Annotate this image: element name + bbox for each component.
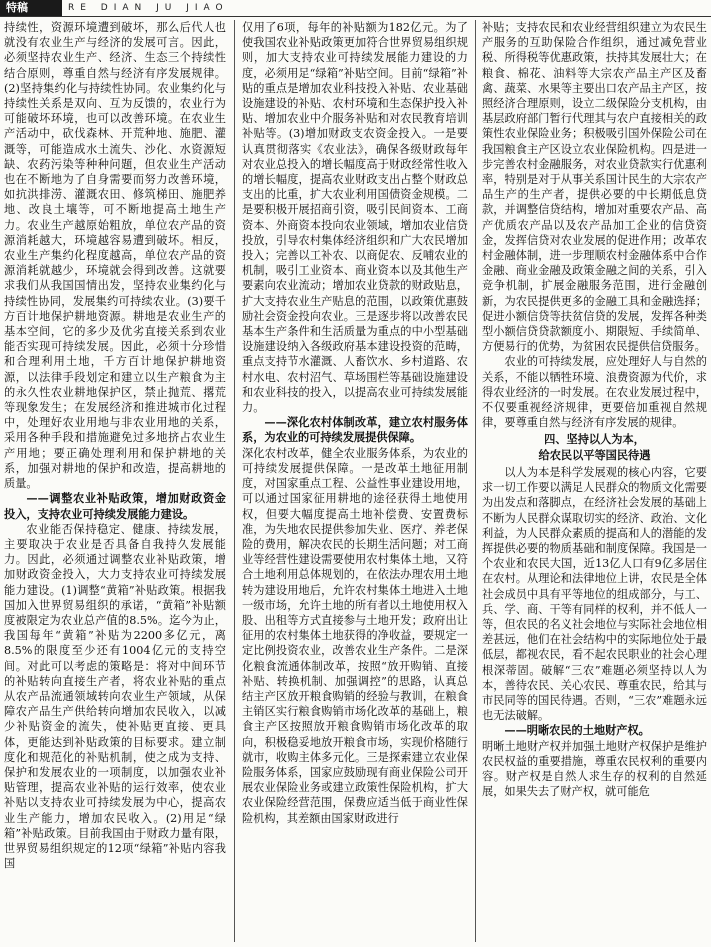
subheading: ——调整农业补贴政策，增加财政资金投入，支持农业可持续发展能力建设。: [4, 491, 226, 521]
header-pinyin: RE DIAN JU JIAO: [68, 3, 229, 13]
paragraph: 农业能否保持稳定、健康、持续发展，主要取决于农业是否具备自我持久发展能力。因此，必须通过调整农业补贴政策，增加财政资金投入，大力支持农业可持续发展能力建设。(1)调整“黄箱”补贴政策。根据我国加入世界贸易组织的承诺，“黄箱”补贴额度被限定为农业总产值的8.5%。迄今为止，我国每年“黄箱”补贴为2200多亿元，离8.5%的限度至少还有1004亿元的支持空间。对此可以考虑的策略是：将对中间环节的补贴转向直接生产者，将农业补贴的重点从农产品流通领域转向农业生产领域，从保障农产品生产供给转向增加农民收入，以减少补贴资金的流失，使补贴更直接、更具体，更能达到补贴政策的目标要求。建立制度化和规范化的补贴机制，使之成为支持、保护和发展农业的一项制度，以加强农业补贴管理，提高农业补贴的运行效率，使农业补贴以支持农业可持续发展为中心，提高农业生产能力，增加农民收入。(2)用足“绿箱”补贴政策。目前我国由于财政力量有限，世界贸易组织规定的12项“绿箱”补贴内容我国: [4, 522, 226, 871]
column-divider: [234, 20, 235, 942]
paragraph: 补贴；支持农民和农业经营组织建立为农民生产服务的互助保险合作组织，通过减免营业税、所得税等优惠政策，扶持其发展壮大；在粮食、棉花、油料等大宗农产品主产区及畜禽、蔬菜、水果等主要出口农产品主产区，按照经济合理原则，设立二级保险分支机构，由基层政府部门暂行代理其与农户直接相关的政策性农业保险业务；积极吸引国外保险公司在我国粮食主产区设立农业保险机构。四是进一步完善农村金融服务，对农业贷款实行优惠利率，特别是对于从事关系国计民生的大宗农产品生产的生产者，提供必要的中长期低息贷款，并调整信贷结构，增加对重要农产品、高产优质农产品以及农产品加工企业的信贷资金，发挥信贷对农业发展的促进作用；改革农村金融体制，进一步理顺农村金融体系中合作金融、商业金融及政策金融之间的关系，引入竞争机制，扩展金融服务范围，进行金融创新，为农民提供更多的金融工具和金融选择；促进小额信贷等扶贫信贷的发展，发挥各种类型小额信贷贷款额度小、期限短、手续简单、方便易行的优势，为贫困农民提供信贷服务。: [482, 21, 707, 354]
text-column-1: [4, 20, 226, 942]
text-column-2: [242, 20, 468, 942]
subheading: ——深化农村体制改革，建立农村服务体系，为农业的可持续发展提供保障。: [242, 415, 468, 445]
section-tab-label: 特稿: [6, 1, 28, 14]
paragraph: 仅用了6项，每年的补贴额为182亿元。为了使我国农业补贴政策更加符合世界贸易组织规则，加大支持农业可持续发展能力建设的力度，必须用足“绿箱”补贴空间。目前“绿箱”补贴的重点是增加农业科技投入补贴、农业基础设施建设的补贴、农村环境和生态保护投入补贴、增加农业中介服务补贴和对农民教育培训补贴等。(3)增加财政支农资金投入。一是要认真贯彻落实《农业法》，确保各级财政每年对农业总投入的增长幅度高于财政经常性收入的增长幅度，提高农业财政支出占整个财政总支出的比重，扩大农业利用国债资金规模。二是要积极开展招商引资，吸引民间资本、工商资本、外商资本投向农业领域，增加农业信贷投放，引导农村集体经济组织和广大农民增加投入；完善以工补农、以商促农、反哺农业的机制，吸引工业资本、商业资本以及其他生产要素向农业流动；增加农业贷款的财政贴息，扩大支持农业生产贴息的范围，以政策优惠鼓励社会资金投向农业。三是逐步将以改善农民基本生产条件和生活质量为重点的中小型基础设施建设纳入各级政府基本建设投资的范畴，重点支持节水灌溉、人畜饮水、乡村道路、农村水电、农村沼气、草场围栏等基础设施建设和农业科技的投入，以提高农业可持续发展能力。: [242, 21, 468, 415]
paragraph: 深化农村改革，健全农业服务体系，为农业的可持续发展提供保障。一是改革土地征用制度，对国家重点工程、公益性事业建设用地，可以通过国家征用耕地的途径获得土地使用权，但要大幅度提高土地补偿费、安置费标准，为失地农民提供参加失业、医疗、养老保险的费用，解决农民的长期生活问题；对工商业等经营性建设需要使用农村集体土地，又符合土地利用总体规划的，在依法办理农用土地转为建设用地后，允许农村集体土地进入土地一级市场，允许土地的所有者以土地使用权入股、出租等方式直接参与土地开发；政府出让征用的农村集体土地获得的净收益，要规定一定比例投资农业，改善农业生产条件。二是深化粮食流通体制改革，按照“放开购销、直接补贴、转换机制、加强调控”的思路，认真总结主产区放开粮食购销的经验与教训，在粮食主销区实行粮食购销市场化改革的基础上，粮食主产区按照放开粮食购销市场化改革的取向，积极稳妥地放开粮食市场，实现价格随行就市，收购主体多元化。三是探索建立农业保险服务体系，国家应鼓励现有商业保险公司开展农业保险业务或建立政策性保险机构，扩大农业保险经营范围，保费应适当低于商业性保险机构，其差额由国家财政进行: [242, 446, 468, 825]
page-header: [0, 0, 711, 17]
column-divider: [475, 20, 476, 942]
paragraph: 以人为本是科学发展观的核心内容，它要求一切工作要以满足人民群众的物质文化需要为出发点和落脚点，在经济社会发展的基础上不断为人民群众谋取切实的经济、政治、文化利益，为人民群众素质的提高和人的潜能的发挥提供必要的物质基础和制度保障。我国是一个农业和农民大国，近13亿人口有9亿多居住在农村。从理论和法律地位上讲，农民是全体社会成员中具有平等地位的组成部分，与工、兵、学、商、干等有同样的权利，并不低人一等，但农民的名义社会地位与实际社会地位相差甚远，他们在社会结构中的实际地位处于最低层，都视农民，看不起农民职业的社会心理根深蒂固。破解“三农”难题必须坚持以人为本，善待农民、关心农民、尊重农民，给其与市民同等的国民待遇。否则，“三农”难题永远也无法破解。: [482, 465, 707, 723]
text-column-3: [482, 20, 707, 942]
section-title: 四、坚持以人为本，: [544, 432, 645, 447]
paragraph: 明晰土地财产权并加强土地财产权保护是维护农民权益的重要措施，尊重农民权利的重要内容。财产权是自然人求生存的权利的自然延展，如果失去了财产权，就可能危: [482, 739, 707, 799]
section-subtitle: 给农民以平等国民待遇: [538, 447, 651, 462]
section-tab: [0, 0, 62, 16]
subheading: ——明晰农民的土地财产权。: [504, 723, 650, 738]
paragraph: 持续性，资源环境遭到破坏，那么后代人也就没有农业生产与经济的发展可言。因此，必须坚持农业生产、经济、生态三个持续性结合原则，尊重自然与经济有序发展规律。(2)坚持集约化与持续性协同。农业集约化与持续性关系是双向、互为反馈的，农业行为可能破坏环境，也可以改善环境。在农业生产活动中，砍伐森林、开荒种地、施肥、灌溉等，可能造成水土流失、沙化、水资源短缺、农药污染等种种问题，但农业生产活动也在不断地为了自身需要而努力改善环境，如抗洪排涝、灌溉农田、修筑梯田、施肥养地、改良土壤等，可不断地提高土地生产力。农业生产越原始粗放，单位农产品的资源消耗越大，环境越容易遭到破坏。相反，农业生产集约化程度越高，单位农产品的资源消耗就越少，环境就会得到改善。这就要求我们从我国国情出发，坚持农业集约化与持续性协同，发展集约可持续农业。(3)要千方百计地保护耕地资源。耕地是农业生产的基本空间，它的多少及优劣直接关系到农业能否实现可持续发展。因此，必须十分珍惜和合理利用土地，千方百计地保护耕地资源，以法律手段划定和建立以生产粮食为主的永久性农业耕地保护区，禁止抛荒、撂荒等现象发生；在发展经济和推进城市化过程中，处理好农业用地与非农业用地的关系，采用各种手段和措施避免过多地挤占农业生产用地；要正确处理利用和保护耕地的关系，加强对耕地的保护和改造，提高耕地的质量。: [4, 21, 226, 491]
paragraph: 农业的可持续发展，应处理好人与自然的关系，不能以牺牲环境、浪费资源为代价，求得农业经济的一时发展。在农业发展过程中，不仅要重视经济规律，更要倍加重视自然规律，要尊重自然与经济有序发展的规律。: [482, 355, 707, 430]
